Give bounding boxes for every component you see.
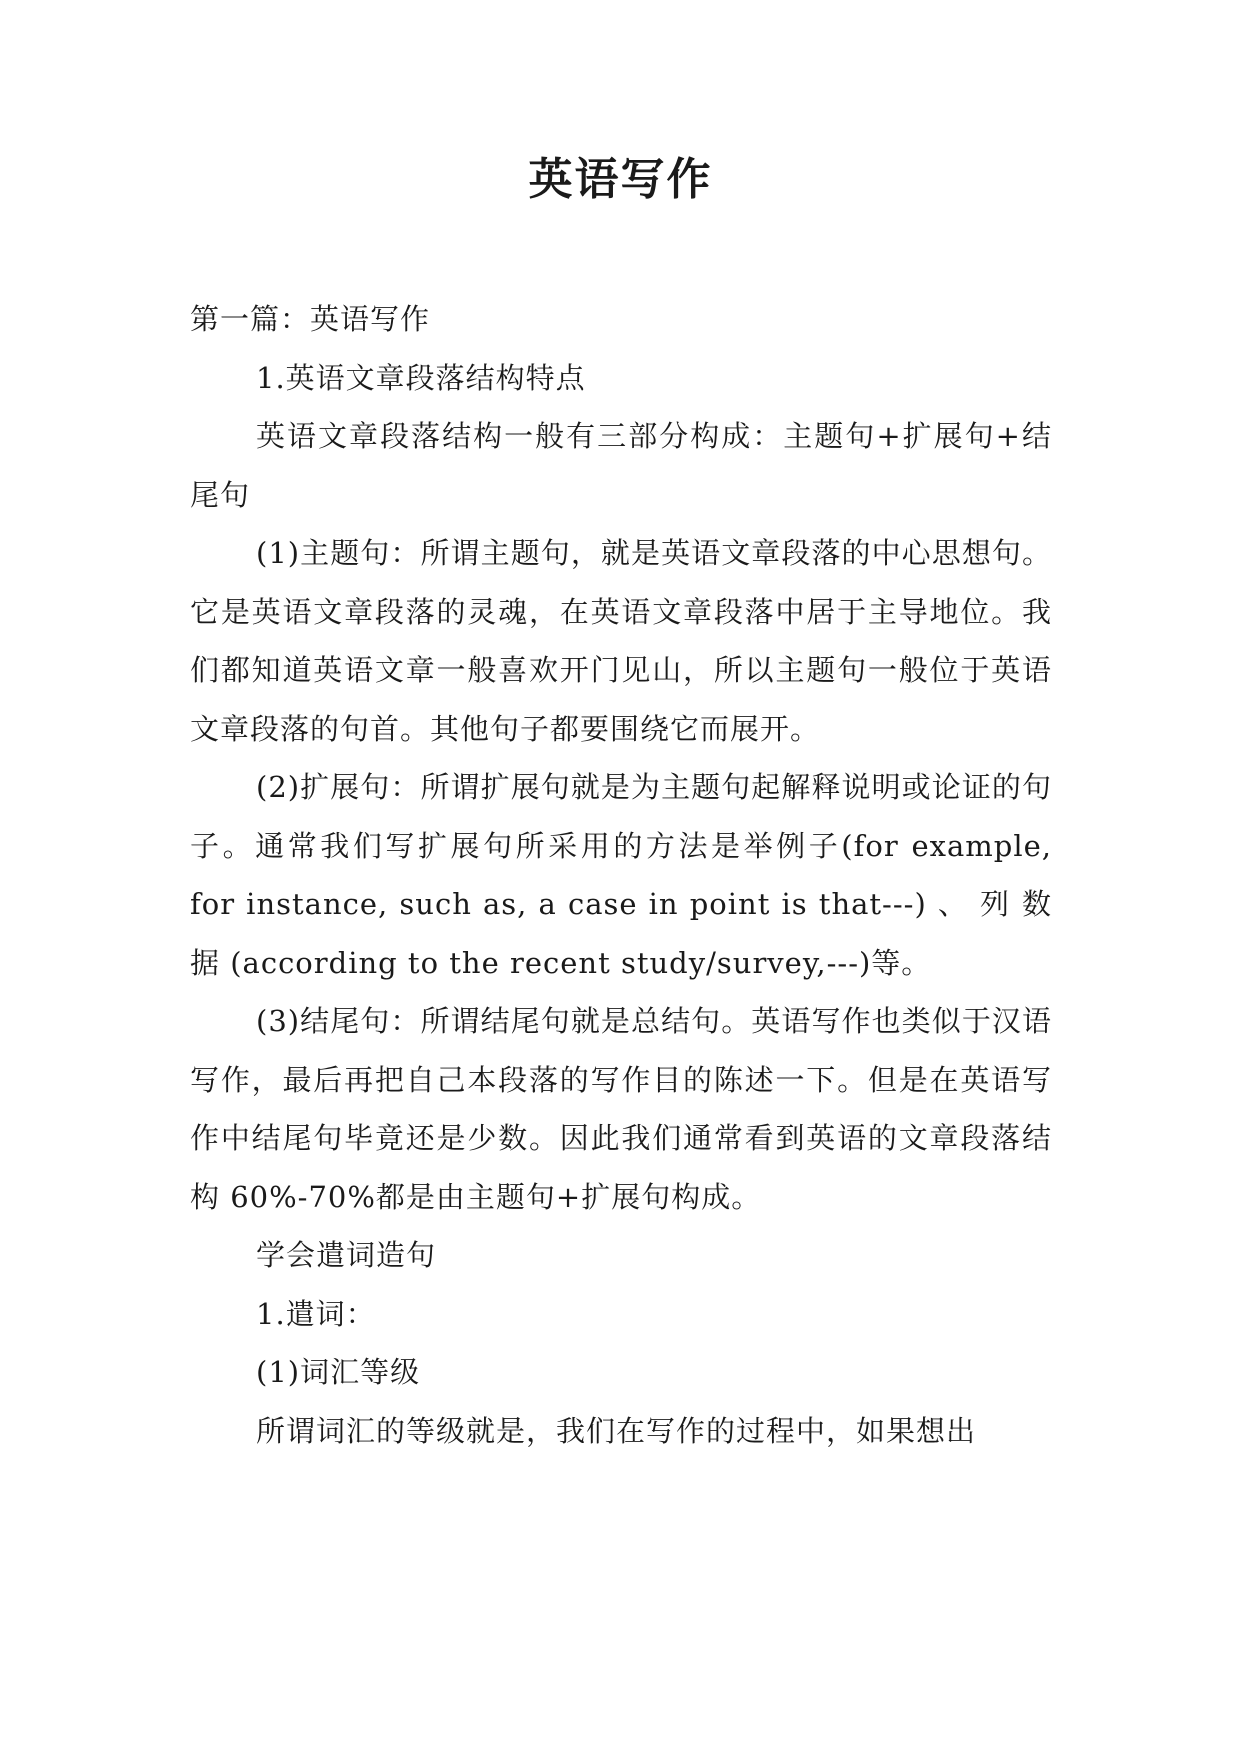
subsection-heading: 1.遣词： — [256, 1296, 376, 1331]
paragraph: (3)结尾句：所谓结尾句就是总结句。英语写作也类似于汉语写作，最后再把自己本段落的写作目的陈述一下。但是在英语写作中结尾句毕竟还是少数。因此我们通常看到英语的文章段落结构 60%-70%都是由主题句+扩展句构成。 — [190, 1004, 1052, 1214]
subsection-heading: 学会遣词造句 — [256, 1238, 437, 1272]
paragraph: 所谓词汇的等级就是，我们在写作的过程中，如果想出 — [256, 1413, 977, 1448]
document-body — [190, 290, 1052, 1460]
paragraph: (2)扩展句：所谓扩展句就是为主题句起解释说明或论证的句子。通常我们写扩展句所采用的方法是举例子(for example, for instance, such as, a case in point is that---) 、 列 数 据 (according to the recent study/survey,---)等。 — [190, 770, 1052, 980]
subsection-heading: 1.英语文章段落结构特点 — [256, 360, 586, 395]
subsection-heading: (1)词汇等级 — [256, 1355, 421, 1389]
document-title: 英语写作 — [528, 154, 713, 205]
paragraph: (1)主题句：所谓主题句，就是英语文章段落的中心思想句。它是英语文章段落的灵魂，在英语文章段落中居于主导地位。我们都知道英语文章一般喜欢开门见山，所以主题句一般位于英语文章段落的句首。其他句子都要围绕它而展开。 — [190, 536, 1052, 746]
section-heading: 第一篇：英语写作 — [190, 302, 431, 336]
paragraph: 英语文章段落结构一般有三部分构成：主题句+扩展句+结尾句 — [190, 419, 1052, 512]
